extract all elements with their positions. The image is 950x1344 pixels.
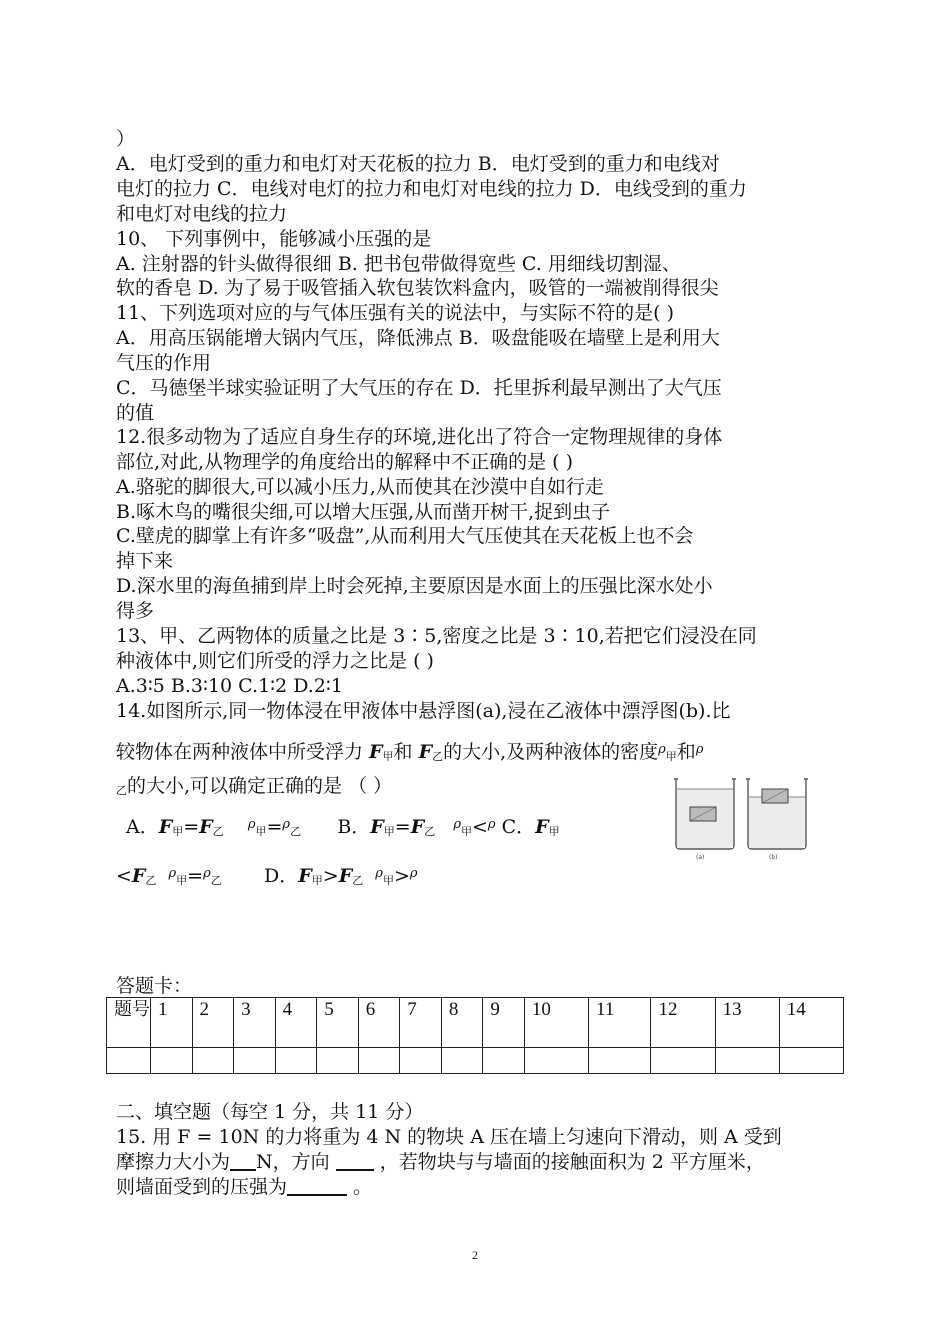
q9-line1: A．电灯受到的重力和电灯对天花板的拉力 B．电灯受到的重力和电线对 (116, 153, 720, 175)
q12-b: B.啄木鸟的嘴很尖细,可以增大压强,从而凿开树干,捉到虫子 (116, 501, 611, 523)
q14-text: 较物体在两种液体中所受浮力 (116, 741, 370, 763)
answer-cell[interactable] (715, 1048, 779, 1074)
answer-card-header-row (107, 998, 844, 1048)
q9-line2: 电灯的拉力 C．电线对电灯的拉力和电灯对电线的拉力 D．电线受到的重力 (116, 178, 747, 200)
q10-line1: A. 注射器的针头做得很细 B. 把书包带做得宽些 C. 用细线切割湿、 (116, 253, 681, 275)
q15-blank-3[interactable] (287, 1176, 347, 1196)
q14-stem1: 14.如图所示,同一物体浸在甲液体中悬浮图(a),浸在乙液体中漂浮图(b).比 (116, 700, 731, 722)
q11-a1: A．用高压锅能增大锅内气压，降低沸点 B．吸盘能吸在墙壁上是利用大 (116, 327, 720, 349)
answer-number: 5 (317, 998, 359, 1048)
q11-a2: 气压的作用 (116, 352, 212, 374)
answer-number: 2 (192, 998, 234, 1048)
answer-cell[interactable] (107, 1048, 151, 1074)
q13-stem2: 种液体中,则它们所受的浮力之比是 ( ) (116, 650, 434, 672)
answer-cell[interactable] (275, 1048, 317, 1074)
section2-title: 二、填空题（每空 1 分，共 11 分） (116, 1101, 424, 1123)
q15-blank-1[interactable] (230, 1151, 256, 1171)
answer-number: 6 (358, 998, 400, 1048)
q12-stem1: 12.很多动物为了适应自身生存的环境,进化出了符合一定物理规律的身体 (116, 426, 723, 448)
beaker-figure (670, 775, 820, 865)
answer-card-answer-row (107, 1048, 844, 1074)
answer-card-table (106, 997, 844, 1074)
q10-stem: 10、 下列事例中，能够减小压强的是 (116, 228, 432, 250)
answer-card-label: 答题卡： (116, 975, 193, 997)
answer-cell[interactable] (151, 1048, 193, 1074)
figure-b-label: (b) (769, 854, 778, 861)
q12-d1: D.深水里的海鱼捕到岸上时会死掉,主要原因是水面上的压强比深水处小 (116, 575, 713, 597)
answer-cell[interactable] (358, 1048, 400, 1074)
answer-cell[interactable] (317, 1048, 359, 1074)
beaker-a (674, 779, 736, 861)
q11-c2: 的值 (116, 402, 155, 424)
q12-d2: 得多 (116, 600, 155, 622)
answer-cell[interactable] (589, 1048, 651, 1074)
answer-number: 13 (715, 998, 779, 1048)
q9-line3: 和电灯对电线的拉力 (116, 203, 288, 225)
q12-a: A.骆驼的脚很大,可以减小压力,从而使其在沙漠中自如行走 (116, 476, 604, 498)
q15-line1: 15. 用 F = 10N 的力将重为 4 N 的物块 A 压在墙上匀速向下滑动，则 A 受到 (116, 1126, 782, 1148)
q14-options-line2: $<F_乙$ $^\rho_甲$=$^\rho_乙$ D．$F_甲>F_乙$ $^\rho_甲$>$^\rho$ (116, 865, 418, 887)
page-number: 2 (472, 1248, 478, 1262)
q15-line2: 摩擦力大小为 N，方向 ，若物块与与墙面的接触面积为 2 平方厘米， (116, 1151, 765, 1173)
answer-card-header: 题号 (107, 998, 151, 1048)
answer-number: 4 (275, 998, 317, 1048)
q10-line2: 软的香皂 D. 为了易于吸管插入软包装饮料盒内，吸管的一端被削得很尖 (116, 277, 719, 299)
answer-number: 7 (400, 998, 442, 1048)
answer-number: 12 (651, 998, 715, 1048)
q14-stem3: $_乙$的大小,可以确定正确的是 （ ） (116, 775, 393, 797)
q12-stem2: 部位,对此,从物理学的角度给出的解释中不正确的是 ( ) (116, 451, 573, 473)
answer-number: 9 (483, 998, 525, 1048)
q11-c1: C．马德堡半球实验证明了大气压的存在 D．托里拆利最早测出了大气压 (116, 377, 722, 399)
q15-blank-2[interactable] (336, 1151, 374, 1171)
q14-stem2: 较物体在两种液体中所受浮力 $F_甲$和 $F_乙$的大小,及两种液体的密度$^\rho_甲$和$^\rho$ (116, 741, 704, 763)
answer-cell[interactable] (651, 1048, 715, 1074)
answer-number: 10 (524, 998, 588, 1048)
answer-cell[interactable] (234, 1048, 276, 1074)
q12-c1: C.壁虎的脚掌上有许多“吸盘”,从而利用大气压使其在天花板上也不会 (116, 525, 694, 547)
answer-number: 14 (779, 998, 843, 1048)
figure-a-label: (a) (696, 854, 705, 861)
q15-line3: 则墙面受到的压强为 。 (116, 1176, 373, 1198)
answer-cell[interactable] (483, 1048, 525, 1074)
answer-number: 1 (151, 998, 193, 1048)
q13-options: A.3∶5 B.3∶10 C.1∶2 D.2∶1 (116, 675, 343, 697)
q11-stem: 11、下列选项对应的与气体压强有关的说法中，与实际不符的是( ) (116, 302, 675, 324)
answer-cell[interactable] (400, 1048, 442, 1074)
answer-number: 8 (441, 998, 483, 1048)
answer-cell[interactable] (524, 1048, 588, 1074)
answer-number: 3 (234, 998, 276, 1048)
q12-c2: 掉下来 (116, 550, 174, 572)
answer-cell[interactable] (441, 1048, 483, 1074)
answer-number: 11 (589, 998, 651, 1048)
q9-tail: ） (116, 128, 136, 150)
q13-stem1: 13、甲、乙两物体的质量之比是 3∶5,密度之比是 3∶10,若把它们浸没在同 (116, 625, 757, 647)
q14-options-line1: A．$F_甲=F_乙$ $^\rho_甲$=$^\rho_乙$ B．$F_甲=F_乙$ $^\rho_甲$<$^\rho$ C．$F_甲$ (126, 816, 560, 838)
answer-cell[interactable] (779, 1048, 843, 1074)
beaker-b (746, 779, 808, 861)
answer-cell[interactable] (192, 1048, 234, 1074)
